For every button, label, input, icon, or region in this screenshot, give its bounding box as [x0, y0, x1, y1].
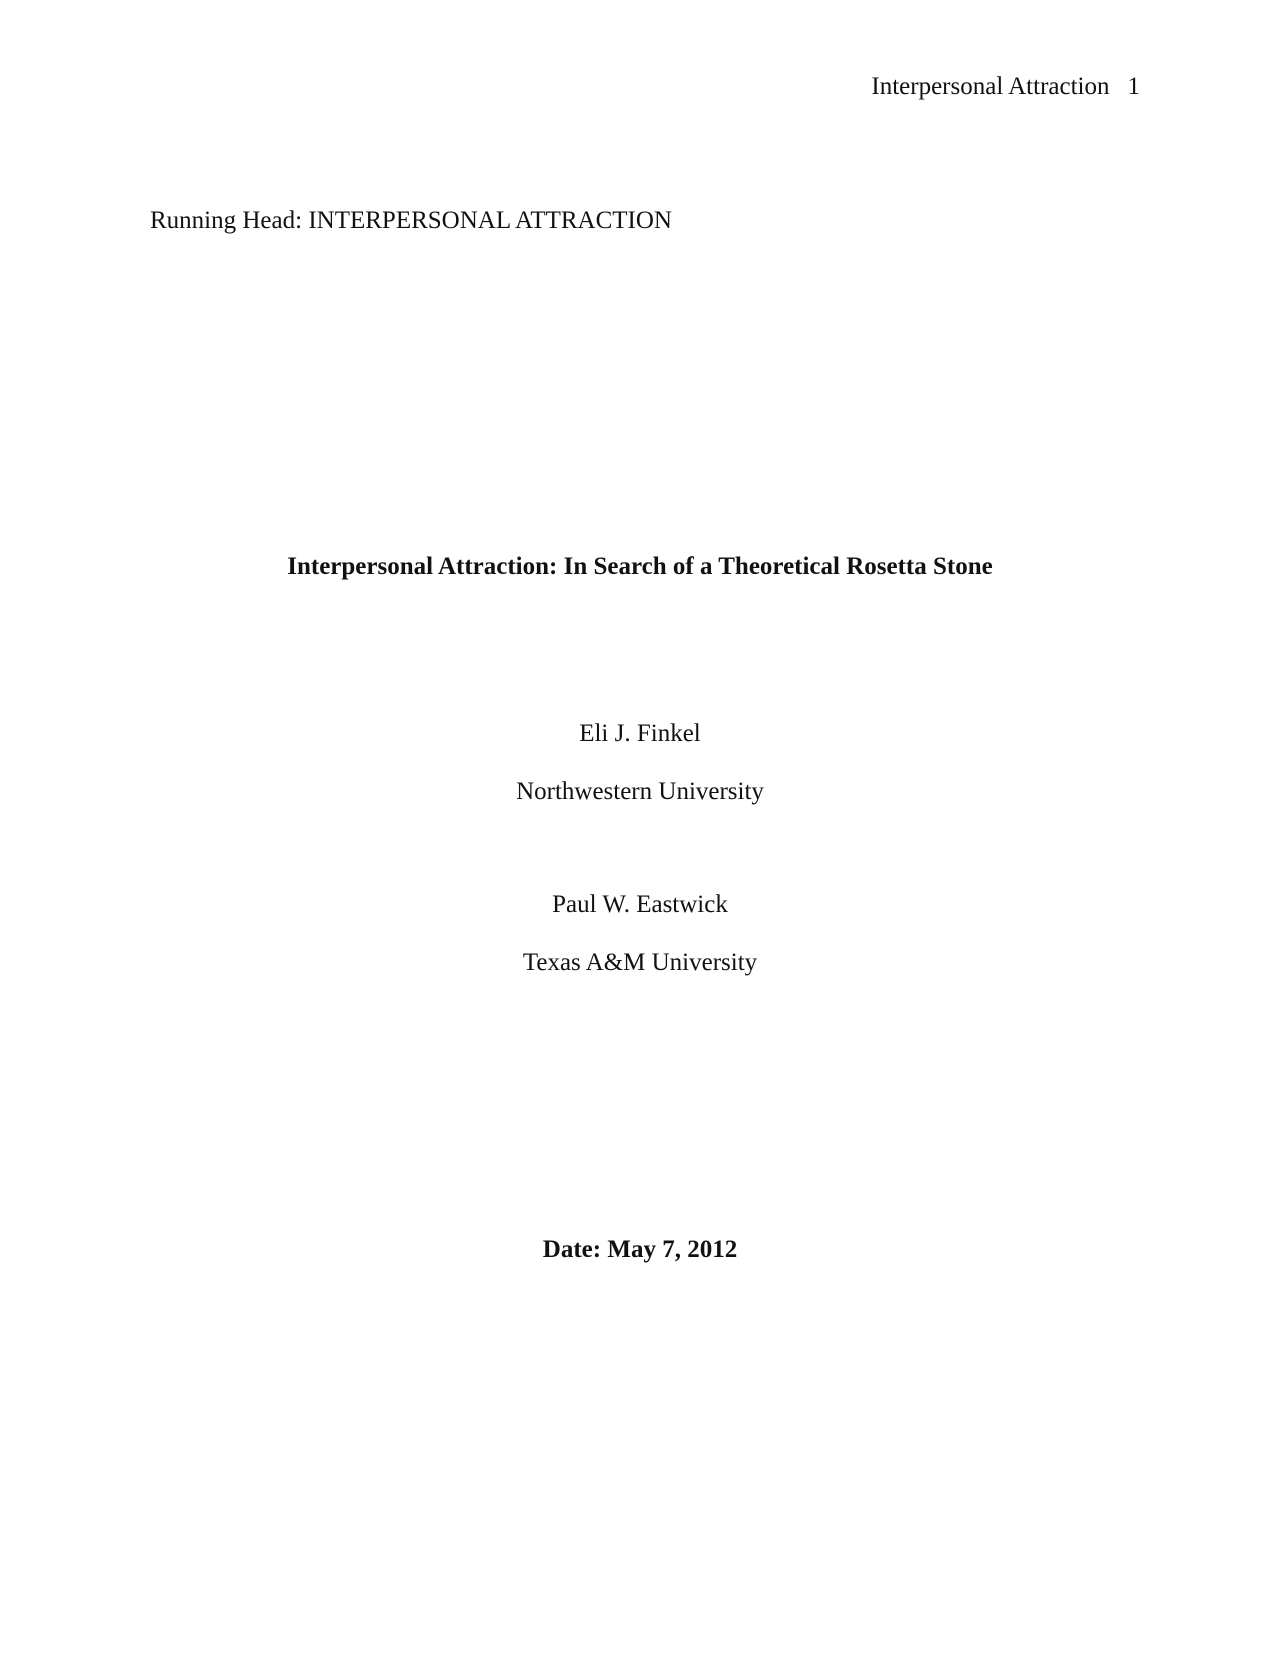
page-number: 1	[1127, 73, 1140, 100]
author-affiliation-2: Texas A&M University	[522, 949, 758, 976]
author-name-2: Paul W. Eastwick	[552, 891, 728, 918]
paper-title: Interpersonal Attraction: In Search of a Theoretical Rosetta Stone	[287, 553, 993, 580]
author-affiliation-1: Northwestern University	[516, 778, 764, 805]
document-date: Date: May 7, 2012	[542, 1236, 738, 1263]
running-head: Running Head: INTERPERSONAL ATTRACTION	[150, 207, 672, 234]
page-header	[871, 72, 1140, 102]
author-name-1: Eli J. Finkel	[579, 720, 701, 747]
header-short-title: Interpersonal Attraction	[871, 73, 1110, 100]
